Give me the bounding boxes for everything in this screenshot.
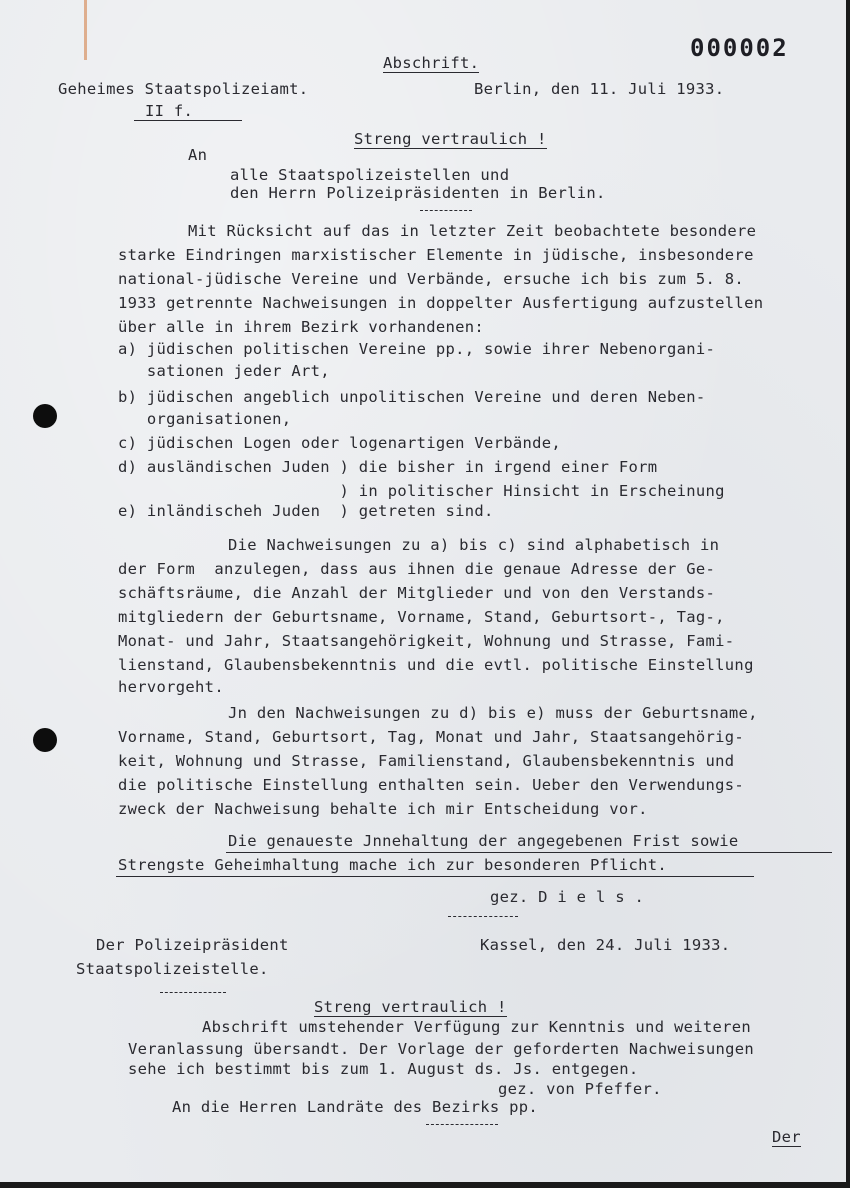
list-line: c) jüdischen Logen oder logenartigen Verbände, [118, 434, 562, 452]
orange-pencil-mark [84, 0, 87, 60]
department-underline [134, 120, 242, 121]
list-line: organisationen, [118, 410, 292, 428]
signature-diels: gez. D i e l s . [490, 888, 645, 906]
sender-office: Geheimes Staatspolizeiamt. [58, 80, 309, 98]
body-line: Monat- und Jahr, Staatsangehörigkeit, Wohnung und Strasse, Fami- [118, 632, 735, 650]
body-line: lienstand, Glaubensbekenntnis und die evtl. politische Einstellung [118, 656, 754, 674]
continuation-word: Der [772, 1128, 801, 1146]
punch-hole-top [33, 404, 57, 428]
body-line: 1933 getrennte Nachweisungen in doppelter Ausfertigung aufzustellen [118, 294, 764, 312]
body-line: die politische Einstellung enthalten sein. Ueber den Verwendungs- [118, 776, 745, 794]
body-line: hervorgeht. [118, 678, 224, 696]
body-line: schäftsräume, die Anzahl der Mitglieder und von den Verstands- [118, 584, 716, 602]
list-line: a) jüdischen politischen Vereine pp., sowie ihrer Nebenorgani- [118, 340, 716, 358]
body-line: über alle in ihrem Bezirk vorhandenen: [118, 318, 485, 336]
body-line: keit, Wohnung und Strasse, Familienstand, Glaubensbekenntnis und [118, 752, 735, 770]
body-line: mitgliedern der Geburtsname, Vorname, Stand, Geburtsort-, Tag-, [118, 608, 725, 626]
address-an: An [188, 146, 208, 164]
document-title: Abschrift. [383, 54, 480, 72]
punch-hole-bottom [33, 728, 57, 752]
second-classification: Streng vertraulich ! [314, 998, 507, 1016]
classification-header: Streng vertraulich ! [354, 130, 547, 148]
body-line: starke Eindringen marxistischer Elemente in jüdische, insbesondere [118, 246, 754, 264]
separator [160, 992, 226, 993]
list-line: ) in politischer Hinsicht in Erscheinung [118, 482, 725, 500]
list-line: e) inländischeh Juden ) getreten sind. [118, 502, 494, 520]
list-line: b) jüdischen angeblich unpolitischen Vereine und deren Neben- [118, 388, 706, 406]
signature-pfeffer: gez. von Pfeffer. [498, 1080, 662, 1098]
second-body-line: Abschrift umstehender Verfügung zur Kenntnis und weiteren [202, 1018, 752, 1036]
second-body-line: sehe ich bestimmt bis zum 1. August ds. Js. entgegen. [128, 1060, 639, 1078]
list-line: sationen jeder Art, [118, 362, 330, 380]
emphasis-underline [116, 876, 754, 877]
body-line: zweck der Nachweisung behalte ich mir Entscheidung vor. [118, 800, 648, 818]
separator [420, 210, 472, 211]
emphasis-underline [226, 852, 832, 853]
second-sender-line: Staatspolizeistelle. [76, 960, 269, 978]
list-line: d) ausländischen Juden ) die bisher in irgend einer Form [118, 458, 658, 476]
body-line: Vorname, Stand, Geburtsort, Tag, Monat und Jahr, Staatsangehörig- [118, 728, 745, 746]
body-line: Die Nachweisungen zu a) bis c) sind alphabetisch in [228, 536, 720, 554]
body-line: Jn den Nachweisungen zu d) bis e) muss der Geburtsname, [228, 704, 758, 722]
body-line: national-jüdische Vereine und Verbände, ersuche ich bis zum 5. 8. [118, 270, 745, 288]
body-line: Mit Rücksicht auf das in letzter Zeit beobachtete besondere [188, 222, 757, 240]
separator [448, 916, 518, 917]
emphasis-line: Strengste Geheimhaltung mache ich zur besonderen Pflicht. [118, 856, 668, 874]
recipient-line: den Herrn Polizeipräsidenten in Berlin. [230, 184, 606, 202]
closing-recipient: An die Herren Landräte des Bezirks pp. [172, 1098, 539, 1116]
document-number: 000002 [690, 34, 789, 62]
second-body-line: Veranlassung übersandt. Der Vorlage der geforderten Nachweisungen [128, 1040, 755, 1058]
emphasis-line: Die genaueste Jnnehaltung der angegebenen Frist sowie [228, 832, 739, 850]
department-code: II f. [145, 102, 194, 120]
recipient-line: alle Staatspolizeistellen und [230, 166, 510, 184]
separator [426, 1124, 498, 1125]
second-sender-line: Der Polizeipräsident [96, 936, 289, 954]
body-line: der Form anzulegen, dass aus ihnen die genaue Adresse der Ge- [118, 560, 716, 578]
place-date: Berlin, den 11. Juli 1933. [474, 80, 725, 98]
second-place-date: Kassel, den 24. Juli 1933. [480, 936, 731, 954]
